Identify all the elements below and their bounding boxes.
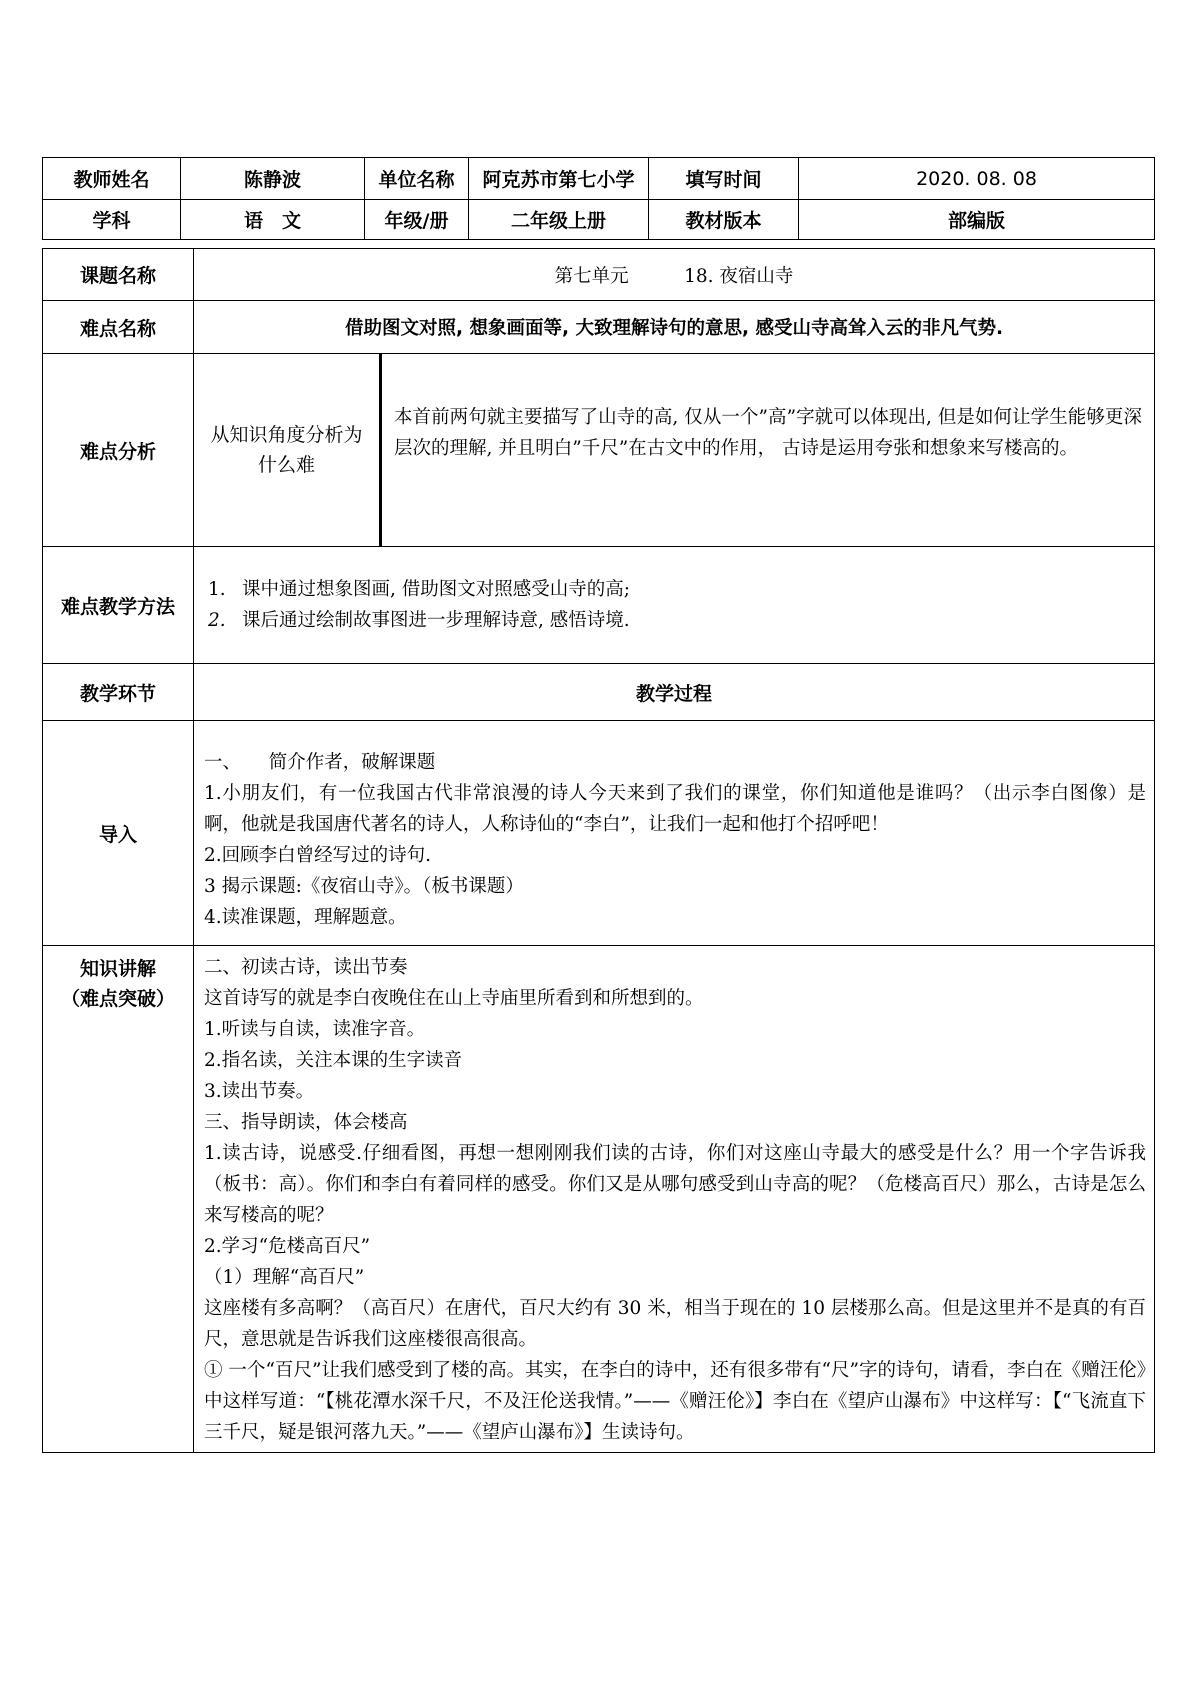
knowledge-line: 这首诗写的就是李白夜晚住在山上寺庙里所看到和所想到的。	[204, 988, 704, 1009]
intro-line: 4.读准课题，理解题意。	[204, 907, 407, 928]
method-item: 2. 课后通过绘制故事图进一步理解诗意, 感悟诗境.	[208, 610, 630, 631]
knowledge-line: 三、指导朗读，体会楼高	[204, 1112, 408, 1133]
teacher-label: 教师姓名	[43, 158, 181, 200]
process-header-right: 教学过程	[194, 664, 1155, 721]
knowledge-content	[194, 946, 1154, 1452]
method-list	[194, 574, 1154, 636]
intro-line: 1.小朋友们，有一位我国古代非常浪漫的诗人今天来到了我们的课堂，你们知道他是谁吗？（出示李白图像）是啊，他就是我国唐代著名的诗人，人称诗仙的“李白”，让我们一起和他打个招呼吧！	[204, 783, 1146, 835]
subject-label: 学科	[43, 200, 181, 240]
knowledge-sublabel: （难点突破）	[60, 988, 175, 1010]
info-table	[42, 157, 1155, 240]
grade-label: 年级/册	[365, 200, 469, 240]
edition-value: 部编版	[799, 200, 1155, 240]
unit-label: 单位名称	[365, 158, 469, 200]
edition-label: 教材版本	[649, 200, 799, 240]
knowledge-line: 3.读出节奏。	[204, 1081, 315, 1102]
knowledge-line: 1.读古诗，说感受.仔细看图，再想一想刚刚我们读的古诗，你们对这座山寺最大的感受是什么？用一个字告诉我（板书：高）。你们和李白有着同样的感受。你们又是从哪句感受到山寺高的呢？（危楼高百尺）那么，古诗是怎么来写楼高的呢？	[204, 1143, 1146, 1226]
process-header-left: 教学环节	[43, 664, 194, 721]
analysis-text: 本首前两句就主要描写了山寺的高, 仅从一个”高”字就可以体现出, 但是如何让学生能够更深层次的理解, 并且明白”千尺”在古文中的作用， 古诗是运用夸张和想象来写楼高的。	[394, 407, 1142, 459]
analysis-label: 难点分析	[43, 354, 194, 547]
method-item: 1. 课中通过想象图画, 借助图文对照感受山寺的高;	[208, 579, 630, 600]
unit-value: 阿克苏市第七小学	[469, 158, 649, 200]
difficulty-label: 难点名称	[43, 301, 194, 354]
knowledge-line: （1）理解“高百尺”	[204, 1267, 365, 1288]
subject-value: 语 文	[181, 200, 365, 240]
main-table	[42, 248, 1155, 1453]
date-value: 2020. 08. 08	[799, 158, 1155, 200]
knowledge-line: 这座楼有多高啊？（高百尺）在唐代，百尺大约有 30 米，相当于现在的 10 层楼那么高。但是这里并不是真的有百尺，意思就是告诉我们这座楼很高很高。	[204, 1298, 1146, 1350]
intro-line: 2.回顾李白曾经写过的诗句.	[204, 845, 432, 866]
knowledge-label-cell	[43, 946, 194, 1453]
knowledge-label: 知识讲解	[79, 958, 156, 980]
difficulty-value: 借助图文对照, 想象画面等, 大致理解诗句的意思, 感受山寺高耸入云的非凡气势.	[194, 301, 1155, 354]
intro-label: 导入	[43, 721, 194, 946]
analysis-sub-label: 从知识角度分析为什么难	[194, 354, 382, 546]
knowledge-line: 2.学习“危楼高百尺”	[204, 1236, 371, 1257]
intro-line: 一、 简介作者，破解课题	[204, 752, 436, 773]
knowledge-line: ① 一个“百尺”让我们感受到了楼的高。其实，在李白的诗中，还有很多带有“尺”字的诗句，请看，李白在《赠汪伦》中这样写道：“【桃花潭水深千尺，不及汪伦送我情。”——《赠汪伦》】李白在《望庐山瀑布》中这样写：【“飞流直下三千尺，疑是银河落九天。”——《望庐山瀑布》】生读诗句。	[204, 1360, 1146, 1443]
knowledge-line: 二、初读古诗，读出节奏	[204, 957, 408, 978]
date-label: 填写时间	[649, 158, 799, 200]
intro-line: 3 揭示课题:《夜宿山寺》。（板书课题）	[204, 876, 524, 897]
knowledge-line: 2.指名读，关注本课的生字读音	[204, 1050, 463, 1071]
teacher-value: 陈静波	[181, 158, 365, 200]
grade-value: 二年级上册	[469, 200, 649, 240]
topic-label: 课题名称	[43, 249, 194, 301]
knowledge-line: 1.听读与自读，读准字音。	[204, 1019, 426, 1040]
lesson-plan-sheet	[42, 157, 1154, 1453]
intro-content	[194, 721, 1154, 937]
method-label: 难点教学方法	[43, 547, 194, 664]
topic-value: 第七单元 18. 夜宿山寺	[194, 249, 1155, 301]
